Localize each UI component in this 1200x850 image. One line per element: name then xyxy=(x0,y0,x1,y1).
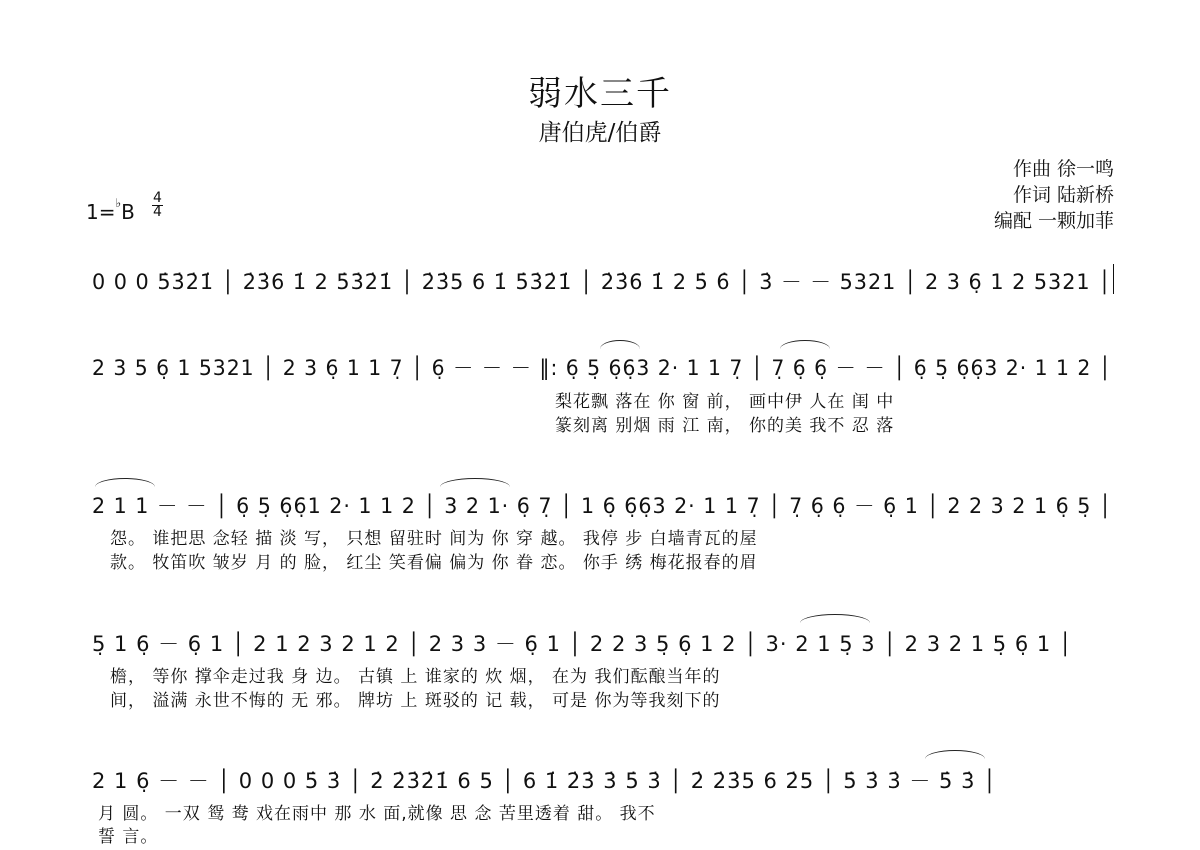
notation-line-2: 2 3 5 6̣ 1 5321 │ 2 3 6̣ 1 1 7̣ │ 6̣ － － － ‖: 6̣ 5̣ 6̣6̣3 2· 1 1 7̣ │ 7̣ 6̣ 6̣ － － │ 6̣ 5̣ 6̣6̣3 2· 1 1 2 │ xyxy=(92,356,1112,380)
time-signature xyxy=(152,192,163,219)
flat-sign: ♭ xyxy=(115,196,122,211)
lyrics-line-5a: 月 圆。 一双 鸳 鸯 戏在雨中 那 水 面,就像 思 念 苦里透着 甜。 我不 xyxy=(98,804,656,824)
notation-line-4: 5̣ 1 6̣ － 6̣ 1 │ 2 1 2 3 2 1 2 │ 2 3 3 － 6̣ 1 │ 2 2 3 5̣ 6̣ 1 2 │ 3· 2 1 5̣ 3 │ 2 3 2 1 5̣ 6̣ 1 │ xyxy=(92,632,1073,656)
slur xyxy=(600,340,640,349)
key-signature xyxy=(86,196,135,224)
slur xyxy=(925,750,985,759)
slur xyxy=(95,478,155,487)
slur xyxy=(780,340,830,349)
song-subtitle: 唐伯虎/伯爵 xyxy=(538,120,662,146)
notation-line-5: 2 1 6̣ － － │ 0 0 0 5̇ 3̇ │ 2̇ 2̇3̇2̇1̇ 6 5 │ 6 1̇ 2̇3̇ 3̇ 5̇ 3̇ │ 2̇ 2̇3̇5 6 2̇5 │ 5̇ 3̇ 3̇ － 5̇ 3̇ │ xyxy=(92,769,997,793)
key-prefix: 1= xyxy=(86,200,116,224)
lyrics-line-5b: 誓 言。 xyxy=(98,827,159,847)
lyrics-line-4b: 间， 溢满 永世不悔的 无 邪。 牌坊 上 斑驳的 记 载， 可是 你为等我刻下的 xyxy=(110,691,721,711)
notation-line-1: 0 0 0 5̇3̇2̇1̇ │ 2̇3̇6 1̇ 2 5̇3̇2̇1̇ │ 2̇3̇5 6 1̇ 5̇3̇2̇1̇ │ 2̇3̇6 1̇ 2 5̇ 6̇ │ 3̇ － － 5321 │ 2 3 6̣ 1 2 5321 │ xyxy=(92,270,1112,294)
end-barline xyxy=(1113,264,1114,294)
lyricist-credit: 作词 陆新桥 xyxy=(1012,184,1114,206)
arranger-credit: 编配 一颗加菲 xyxy=(993,210,1114,232)
time-signature-bottom: 4 xyxy=(153,204,162,220)
lyrics-line-2a: 梨花飘 落在 你 窗 前， 画中伊 人在 闺 中 xyxy=(555,392,895,412)
slur xyxy=(440,478,510,487)
lyrics-line-3a: 怨。 谁把思 念轻 描 淡 写， 只想 留驻时 间为 你 穿 越。 我停 步 白墙青瓦的屋 xyxy=(110,529,758,549)
composer-credit: 作曲 徐一鸣 xyxy=(1012,158,1114,180)
key-note: B xyxy=(121,200,135,224)
song-title: 弱水三千 xyxy=(528,74,672,114)
slur xyxy=(800,614,870,623)
lyrics-line-4a: 檐， 等你 撑伞走过我 身 边。 古镇 上 谁家的 炊 烟， 在为 我们酝酿当年的 xyxy=(110,667,721,687)
notation-line-3: 2 1 1 － － │ 6̣ 5̣ 6̣6̣1 2· 1 1 2 │ 3 2 1· 6̣ 7̣ │ 1 6̣ 6̣6̣3 2· 1 1 7̣ │ 7̣ 6̣ 6̣ － 6̣ 1 │ 2 2 3 2 1 6̣ 5̣ │ xyxy=(92,494,1113,518)
lyrics-line-2b: 篆刻离 别烟 雨 江 南， 你的美 我不 忍 落 xyxy=(555,416,895,436)
time-signature-top: 4 xyxy=(153,190,162,206)
lyrics-line-3b: 款。 牧笛吹 皱岁 月 的 脸， 红尘 笑看偏 偏为 你 眷 恋。 你手 绣 梅花报春的眉 xyxy=(110,553,758,573)
